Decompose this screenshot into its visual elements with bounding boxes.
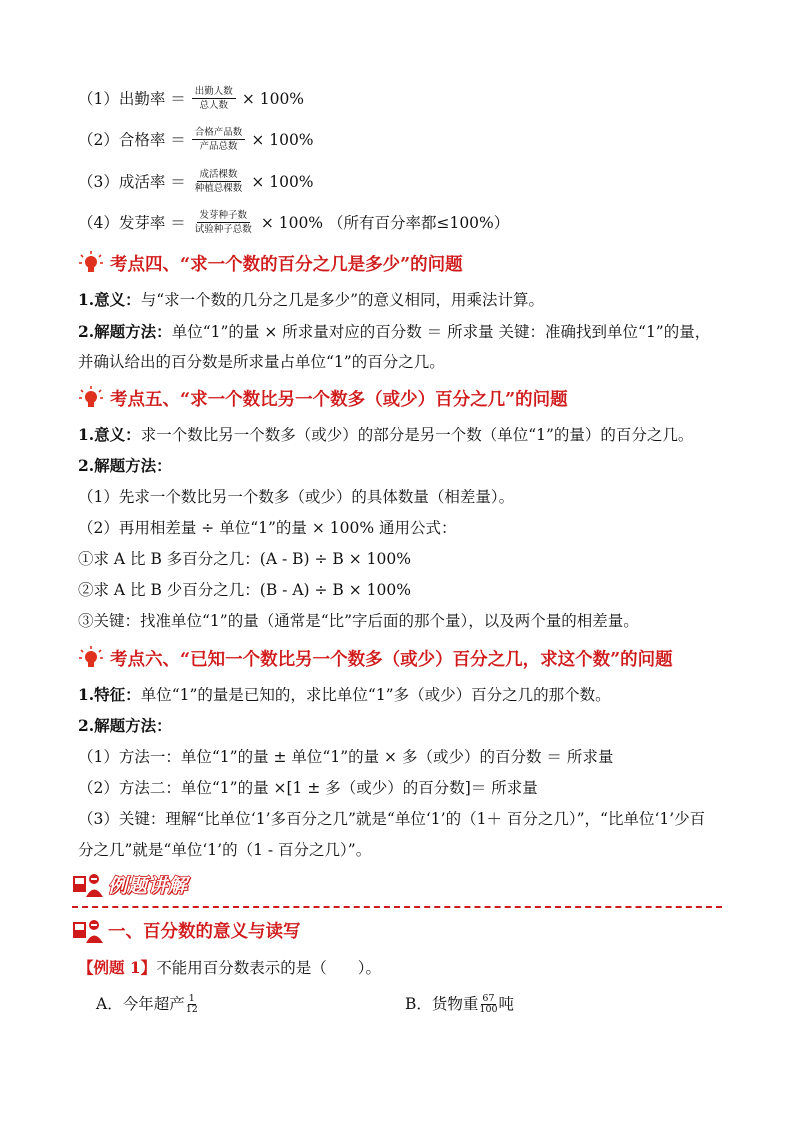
s6-line-4: （2）方法二：单位“1”的量 ×[1 ± 多（或少）的百分数]＝ 所求量 — [78, 779, 538, 797]
teacher-icon — [72, 916, 104, 944]
fraction-denominator: 试验种子总数 — [194, 224, 252, 235]
s6-line-3: （1）方法一：单位“1”的量 ± 单位“1”的量 × 多（或少）的百分数 ＝ 所求量 — [78, 748, 614, 766]
fraction-numerator: 合格产品数 — [192, 127, 246, 140]
rate-suffix: × 100% — [251, 172, 314, 191]
s6-line-6: 分之几”就是“单位‘1’的（1 - 百分之几）”。 — [78, 841, 372, 859]
paragraph-text: 单位“1”的量 × 所求量对应的百分数 ＝ 所求量 关键：准确找到单位“1”的量， — [171, 323, 711, 341]
rate-formula-2 — [78, 127, 314, 152]
fraction — [192, 127, 246, 152]
fraction — [192, 86, 236, 111]
fraction-numerator: 67 — [482, 992, 495, 1004]
term-label: 1.意义： — [78, 290, 141, 309]
fraction-numerator: 1 — [188, 992, 195, 1004]
s5-line-6: ②求 A 比 B 少百分之几：(B - A) ÷ B × 100% — [78, 581, 411, 599]
fraction-denominator: 种植总棵数 — [194, 183, 243, 194]
s4-line-1 — [78, 289, 544, 311]
fraction — [186, 994, 198, 1015]
dashed-divider — [72, 906, 722, 908]
s6-line-2: 2.解题方法： — [78, 716, 172, 735]
rate-suffix: × 100% （所有百分率都≤100%） — [260, 213, 510, 232]
s5-line-5: ①求 A 比 B 多百分之几：(A - B) ÷ B × 100% — [78, 550, 411, 568]
term-label: 1.特征： — [78, 685, 141, 704]
fraction-numerator: 发芽种子数 — [197, 210, 251, 223]
rate-suffix: × 100% — [241, 89, 305, 108]
option-a[interactable] — [96, 993, 199, 1015]
fraction-denominator: 产品总数 — [199, 141, 238, 152]
lightbulb-icon — [78, 645, 104, 671]
fraction — [192, 210, 255, 235]
rate-formula-4 — [78, 210, 509, 235]
term-label: 2.解题方法： — [78, 322, 172, 341]
option-b-text: B．货物重 — [405, 995, 479, 1013]
s4-line-3: 并确认给出的百分数是所求量占单位“1”的百分之几。 — [78, 353, 445, 371]
s4-line-2 — [78, 321, 710, 343]
sub-banner-title: 一、百分数的意义与读写 — [108, 921, 301, 942]
section-title-5 — [78, 385, 568, 411]
rate-formula-3 — [78, 169, 314, 194]
question-text: 不能用百分数表示的是（ ）。 — [156, 959, 381, 977]
s5-line-7: ③关键：找准单位“1”的量（通常是“比”字后面的那个量），以及两个量的相差量。 — [78, 612, 639, 630]
example-banner — [72, 870, 188, 898]
s5-line-1 — [78, 424, 693, 446]
fraction-numerator: 成活棵数 — [197, 169, 241, 182]
option-a-text: A．今年超产 — [96, 995, 185, 1013]
lightbulb-icon — [78, 250, 104, 276]
rate-label: （4）发芽率 ＝ — [78, 213, 186, 232]
fraction-denominator: 100 — [479, 1003, 498, 1015]
paragraph-text: 求一个数比另一个数多（或少）的部分是另一个数（单位“1”的量）的百分之几。 — [140, 426, 694, 444]
fraction — [479, 994, 497, 1015]
rate-label: （1）出勤率 ＝ — [78, 89, 186, 108]
section-title-6 — [78, 645, 673, 671]
rate-label: （3）成活率 ＝ — [78, 172, 186, 191]
s6-line-5: （3）关键：理解“比单位‘1’多百分之几”就是“单位‘1’的（1＋ 百分之几）”，“比单位‘1’少百 — [78, 810, 706, 828]
example-question — [78, 957, 381, 979]
s5-line-3: （1）先求一个数比另一个数多（或少）的具体数量（相差量）。 — [78, 488, 515, 506]
banner-title: 例题讲解 — [108, 874, 189, 897]
option-b[interactable] — [405, 993, 514, 1015]
section-title-text: 考点四、“求一个数的百分之几是多少”的问题 — [110, 254, 463, 275]
section-title-4 — [78, 250, 463, 276]
rate-formula-1 — [78, 86, 304, 111]
sub-banner — [72, 916, 301, 944]
lightbulb-icon — [78, 385, 104, 411]
term-label: 1.意义： — [78, 425, 141, 444]
section-title-text: 考点五、“求一个数比另一个数多（或少）百分之几”的问题 — [110, 389, 568, 410]
example-tag: 【例题 1】 — [78, 958, 157, 977]
rate-suffix: × 100% — [251, 130, 314, 149]
fraction — [192, 169, 246, 194]
paragraph-text: 与“求一个数的几分之几是多少”的意义相同，用乘法计算。 — [140, 291, 545, 309]
section-title-text: 考点六、“已知一个数比另一个数多（或少）百分之几，求这个数”的问题 — [110, 649, 673, 670]
s5-line-2: 2.解题方法： — [78, 456, 172, 475]
paragraph-text: 单位“1”的量是已知的，求比单位“1”多（或少）百分之几的那个数。 — [140, 686, 611, 704]
teacher-icon — [72, 870, 104, 898]
fraction-denominator: 总人数 — [199, 100, 229, 111]
option-b-unit: 吨 — [498, 995, 515, 1013]
fraction-denominator: 12 — [185, 1003, 198, 1015]
s6-line-1 — [78, 684, 611, 706]
fraction-numerator: 出勤人数 — [192, 86, 236, 99]
s5-line-4: （2）再用相差量 ÷ 单位“1”的量 × 100% 通用公式： — [78, 519, 457, 537]
rate-label: （2）合格率 ＝ — [78, 130, 186, 149]
